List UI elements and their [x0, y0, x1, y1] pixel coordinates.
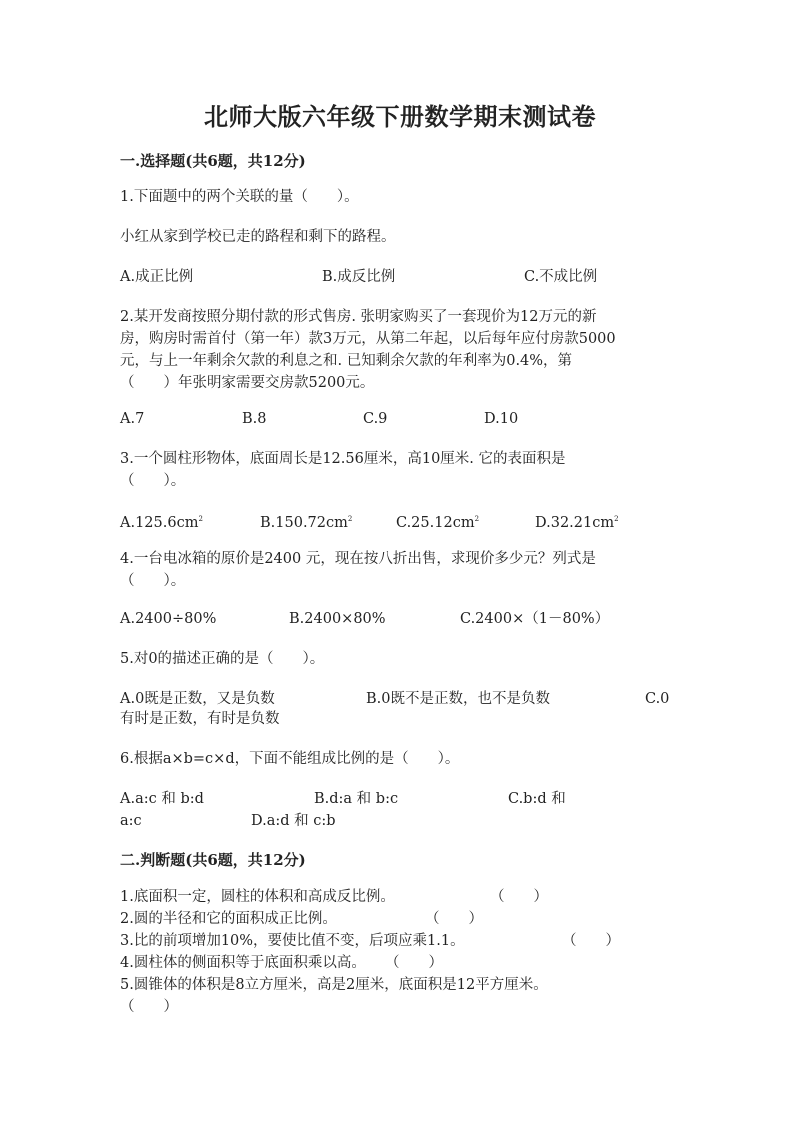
q2-option-a: A.7 — [120, 411, 145, 427]
q2-option-b: B.8 — [242, 411, 267, 427]
q6-option-c: C.b:d 和 — [508, 791, 566, 807]
q2-line-2: 房，购房时需首付（第一年）款3万元，从第二年起，以后每年应付房款5000 — [120, 331, 616, 347]
q5-option-b: B.0既不是正数，也不是负数 — [366, 691, 550, 707]
q4-option-c: C.2400×（1－80%） — [460, 611, 610, 627]
q1-option-b: B.成反比例 — [322, 269, 396, 285]
q1-option-c: C.不成比例 — [524, 269, 598, 285]
q6-option-b: B.d:a 和 b:c — [314, 791, 399, 807]
q6-option-d: D.a:d 和 c:b — [251, 813, 336, 829]
judge-item-3: 3.比的前项增加10%，要使比值不变，后项应乘1.1。 — [120, 933, 465, 949]
judge-item-5: 5.圆锥体的体积是8立方厘米，高是2厘米，底面积是12平方厘米。 — [120, 977, 548, 993]
judge-item-1: 1.底面积一定，圆柱的体积和高成反比例。 — [120, 889, 395, 905]
q2-line-3: 元，与上一年剩余欠款的利息之和. 已知剩余欠款的年利率为0.4%，第 — [120, 353, 573, 369]
q1-stem: 1.下面题中的两个关联的量（ ）。 — [120, 189, 359, 205]
q6-stem: 6.根据a×b=c×d，下面不能组成比例的是（ ）。 — [120, 751, 460, 767]
q3-option-c: $C.25.12cm^2$ — [396, 514, 480, 531]
q5-stem: 5.对0的描述正确的是（ ）。 — [120, 651, 325, 667]
q5-option-c: C.0 — [645, 691, 670, 707]
q2-line-1: 2.某开发商按照分期付款的形式售房. 张明家购买了一套现价为12万元的新 — [120, 309, 597, 325]
q3-line-2: （ ）。 — [120, 473, 186, 489]
q4-option-b: B.2400×80% — [289, 611, 386, 627]
section-heading-judgement: 二.判断题(共6题，共12分) — [120, 851, 306, 869]
q1-context: 小红从家到学校已走的路程和剩下的路程。 — [120, 229, 396, 245]
q2-option-c: C.9 — [363, 411, 388, 427]
q2-line-4: （ ）年张明家需要交房款5200元。 — [120, 375, 375, 391]
q4-line-1: 4.一台电冰箱的原价是2400 元，现在按八折出售，求现价多少元？列式是 — [120, 551, 596, 567]
section-heading-choice: 一.选择题(共6题，共12分) — [120, 152, 306, 170]
q4-line-2: （ ）。 — [120, 573, 186, 589]
judge-bracket-2: （ ） — [425, 911, 483, 927]
page-title: 北师大版六年级下册数学期末测试卷 — [204, 102, 596, 131]
judge-item-4: 4.圆柱体的侧面积等于底面积乘以高。 — [120, 955, 366, 971]
q6-option-c-continued: a:c — [120, 813, 142, 829]
q2-option-d: D.10 — [484, 411, 519, 427]
judge-bracket-5: （ ） — [120, 999, 178, 1015]
judge-bracket-1: （ ） — [490, 889, 548, 905]
q5-option-c-continued: 有时是正数，有时是负数 — [120, 711, 280, 727]
q3-option-d: $D.32.21cm^2$ — [535, 514, 619, 531]
q1-option-a: A.成正比例 — [120, 269, 194, 285]
judge-bracket-3: （ ） — [562, 933, 620, 949]
q6-option-a: A.a:c 和 b:d — [120, 791, 204, 807]
q3-option-b: $B.150.72cm^2$ — [260, 514, 353, 531]
judge-bracket-4: （ ） — [385, 955, 443, 971]
judge-item-2: 2.圆的半径和它的面积成正比例。 — [120, 911, 337, 927]
q5-option-a: A.0既是正数，又是负数 — [120, 691, 275, 707]
q3-option-a: $A.125.6cm^2$ — [120, 514, 203, 531]
q3-line-1: 3.一个圆柱形物体，底面周长是12.56厘米，高10厘米. 它的表面积是 — [120, 451, 566, 467]
q4-option-a: A.2400÷80% — [120, 611, 217, 627]
